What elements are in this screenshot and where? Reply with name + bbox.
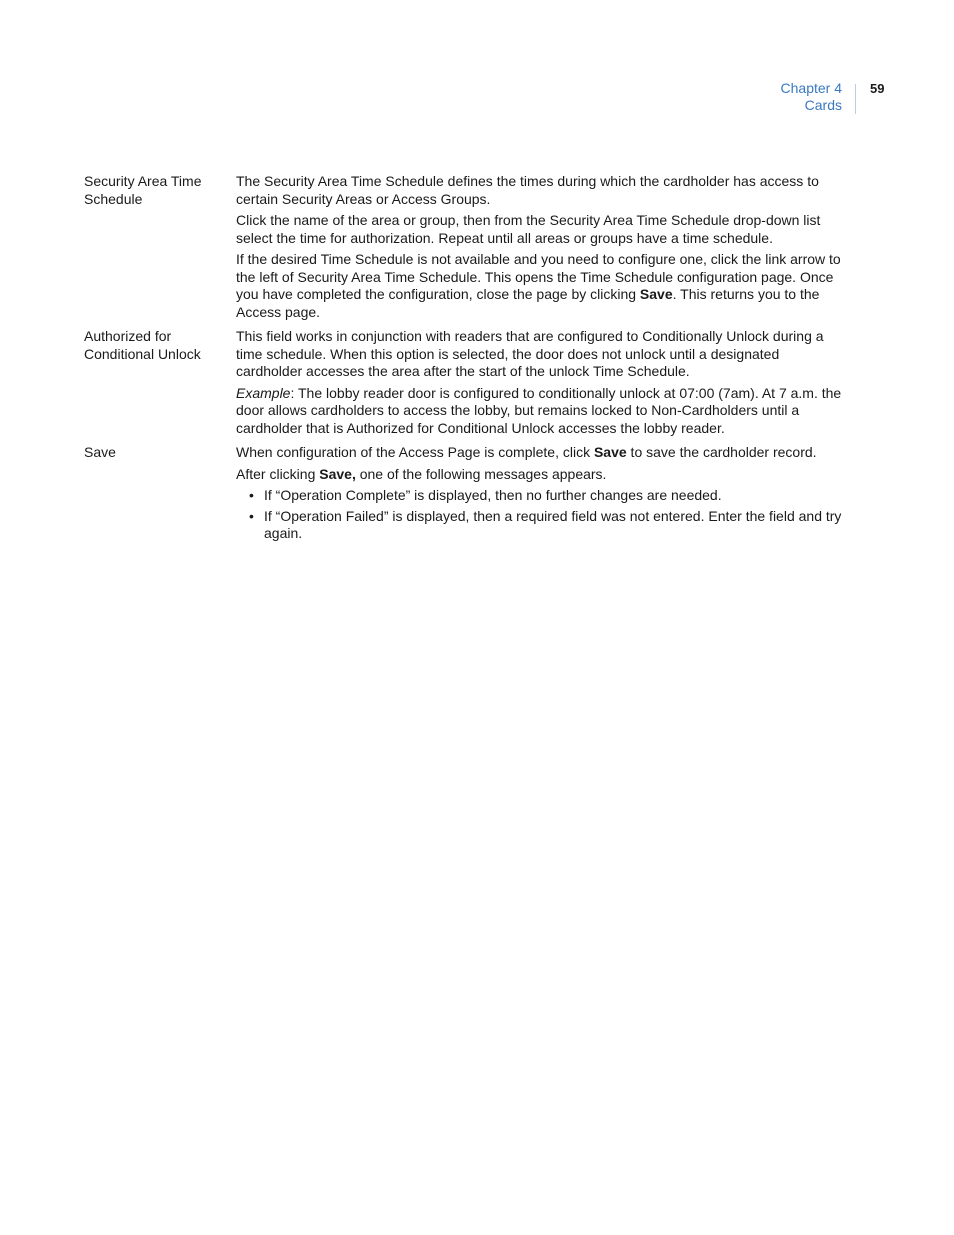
term-label: Security Area Time Schedule xyxy=(84,173,202,207)
definition-row-authorized-for-conditional-unlock xyxy=(84,328,844,437)
bullet-icon: • xyxy=(249,487,254,503)
page-header xyxy=(700,80,890,114)
bold-term: Save xyxy=(639,286,673,302)
term-description xyxy=(236,444,844,546)
bullet-list xyxy=(236,487,844,543)
list-item: • If “Operation Failed” is displayed, then a required field was not entered. Enter the field and try again. xyxy=(249,507,842,541)
description-paragraph: This field works in conjunction with readers that are configured to Conditionally Unlock during a time schedule. When this option is selected, the door does not unlock until a designated cardholder accesses the area after the start of the unlock Time Schedule. xyxy=(236,328,824,379)
definition-table xyxy=(84,173,844,553)
bold-term: Save xyxy=(593,444,627,460)
bold-term: Save, xyxy=(319,465,356,482)
description-paragraph: Click the name of the area or group, then from the Security Area Time Schedule drop-down list select the time for authorization. Repeat until all areas or groups have a time schedule. xyxy=(236,212,821,246)
description-paragraph: The Security Area Time Schedule defines the times during which the cardholder has access to certain Security Areas or Access Groups. xyxy=(236,173,819,207)
definition-row-security-area-time-schedule xyxy=(84,173,844,321)
italic-term: Example xyxy=(236,384,291,401)
term-description xyxy=(236,173,844,321)
term-description xyxy=(236,328,844,437)
list-item: • If “Operation Complete” is displayed, then no further changes are needed. xyxy=(249,487,722,503)
description-paragraph: After clicking Save, one of the following messages appears. xyxy=(236,465,607,482)
chapter-label: Chapter 4 xyxy=(780,80,842,96)
section-label: Cards xyxy=(804,97,842,113)
page-number: 59 xyxy=(870,81,885,96)
running-header xyxy=(781,80,842,114)
description-paragraph: If the desired Time Schedule is not available and you need to configure one, click the link arrow to the left of Security Area Time Schedule. This opens the Time Schedule configuration page. Once you have completed the configuration, close the page by clicking Save. This returns you to the Access page. xyxy=(236,251,841,320)
term-label: Save xyxy=(84,444,116,460)
description-paragraph: When configuration of the Access Page is complete, click Save to save the cardholder record. xyxy=(236,444,817,460)
definition-row-save xyxy=(84,444,844,546)
description-paragraph: Example: The lobby reader door is configured to conditionally unlock at 07:00 (7am). At 7 a.m. the door allows cardholders to access the lobby, but remains locked to Non-Cardholders until a cardholder that is Authorized for Conditional Unlock accesses the lobby reader. xyxy=(236,384,842,436)
bullet-icon: • xyxy=(249,507,254,524)
header-divider xyxy=(855,84,856,114)
term-label: Authorized for Conditional Unlock xyxy=(84,328,201,362)
